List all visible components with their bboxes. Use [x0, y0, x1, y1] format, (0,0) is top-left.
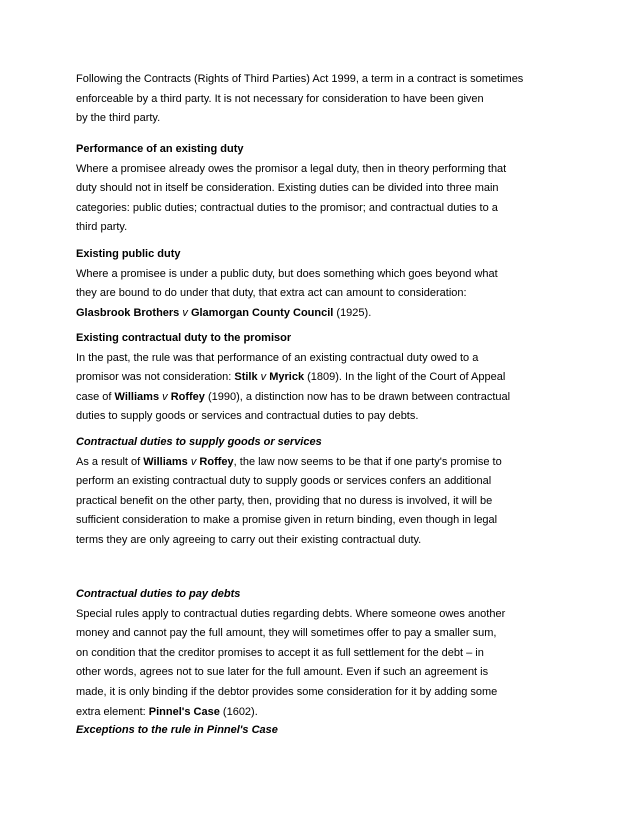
text-line: Special rules apply to contractual duties regarding debts. Where someone owes another: [76, 607, 506, 620]
case-party: Roffey: [170, 390, 205, 403]
section-heading: Performance of an existing duty: [76, 143, 244, 155]
text-line: [76, 453, 576, 473]
text-line: money and cannot pay the full amount, they will sometimes offer to pay a smaller sum,: [76, 627, 497, 640]
text-run: As a result of: [76, 455, 144, 468]
text-line: categories: public duties; contractual duties to the promisor; and contractual duties to a: [76, 201, 498, 214]
text-run: case of: [76, 390, 115, 403]
text-line: third party.: [76, 221, 128, 234]
case-party: Stilk: [234, 371, 258, 384]
text-line: by the third party.: [76, 112, 161, 125]
text-run: (1990), a distinction now has to be drawn between contractual: [204, 390, 511, 403]
versus-mark: v: [190, 455, 197, 468]
text-line: In the past, the rule was that performance of an existing contractual duty owed to a: [76, 351, 479, 364]
text-line: [76, 703, 576, 723]
text-line: enforceable by a third party. It is not necessary for consideration to have been given: [76, 92, 484, 105]
section-heading: Contractual duties to pay debts: [76, 588, 241, 600]
section-heading: Existing contractual duty to the promisor: [76, 332, 292, 344]
public-duty-section: [76, 245, 576, 323]
text-line: duties to supply goods or services and contractual duties to pay debts.: [76, 410, 419, 423]
contractual-duty-section: [76, 329, 576, 427]
case-party: Roffey: [199, 455, 234, 468]
text-line: on condition that the creditor promises to accept it as full settlement for the debt – in: [76, 646, 484, 659]
text-line: other words, agrees not to sue later for the full amount. Even if such an agreement is: [76, 666, 489, 679]
text-line: perform an existing contractual duty to supply goods or services confers an additional: [76, 475, 492, 488]
text-line: they are bound to do under that duty, that extra act can amount to consideration:: [76, 287, 467, 300]
text-line: made, it is only binding if the debtor provides some consideration for it by adding some: [76, 685, 498, 698]
case-year: (1925).: [336, 306, 372, 319]
text-run: extra element:: [76, 705, 149, 718]
versus-mark: v: [162, 390, 168, 403]
text-line: Following the Contracts (Rights of Third Parties) Act 1999, a term in a contract is sometimes: [76, 73, 524, 85]
section-heading: Exceptions to the rule in Pinnel's Case: [76, 724, 278, 736]
exceptions-section: [76, 721, 576, 741]
case-party: Glasbrook Brothers: [76, 306, 180, 319]
text-run: promisor was not consideration:: [76, 371, 235, 384]
case-party: Williams: [114, 390, 160, 403]
text-run: , the law now seems to be that if one party's promise to: [233, 455, 502, 468]
goods-services-section: [76, 433, 576, 551]
text-line: sufficient consideration to make a promise given in return binding, even though in legal: [76, 514, 498, 527]
section-heading: Contractual duties to supply goods or services: [76, 436, 322, 448]
text-line: terms they are only agreeing to carry out their existing contractual duty.: [76, 533, 422, 546]
case-citation-line: [76, 304, 576, 324]
text-line: Where a promisee is under a public duty, but does something which goes beyond what: [76, 267, 498, 280]
text-run: (1602).: [219, 705, 258, 718]
intro-paragraph: [76, 70, 576, 129]
section-heading: Existing public duty: [76, 248, 181, 260]
text-run: (1809). In the light of the Court of Appeal: [304, 371, 506, 384]
text-line: [76, 388, 576, 408]
case-party: Myrick: [269, 371, 305, 384]
case-name: Pinnel's Case: [148, 705, 220, 718]
text-line: practical benefit on the other party, then, providing that no duress is involved, it will be: [76, 494, 493, 507]
case-party: Glamorgan County Council: [190, 306, 334, 319]
text-line: Where a promisee already owes the promisor a legal duty, then in theory performing that: [76, 162, 507, 175]
existing-duty-section: [76, 140, 576, 238]
versus-mark: v: [260, 371, 267, 384]
text-line: [76, 368, 576, 388]
pay-debts-section: [76, 585, 576, 722]
case-party: Williams: [143, 455, 188, 468]
versus-mark: v: [182, 306, 188, 319]
text-line: duty should not in itself be consideration. Existing duties can be divided into three main: [76, 182, 499, 195]
